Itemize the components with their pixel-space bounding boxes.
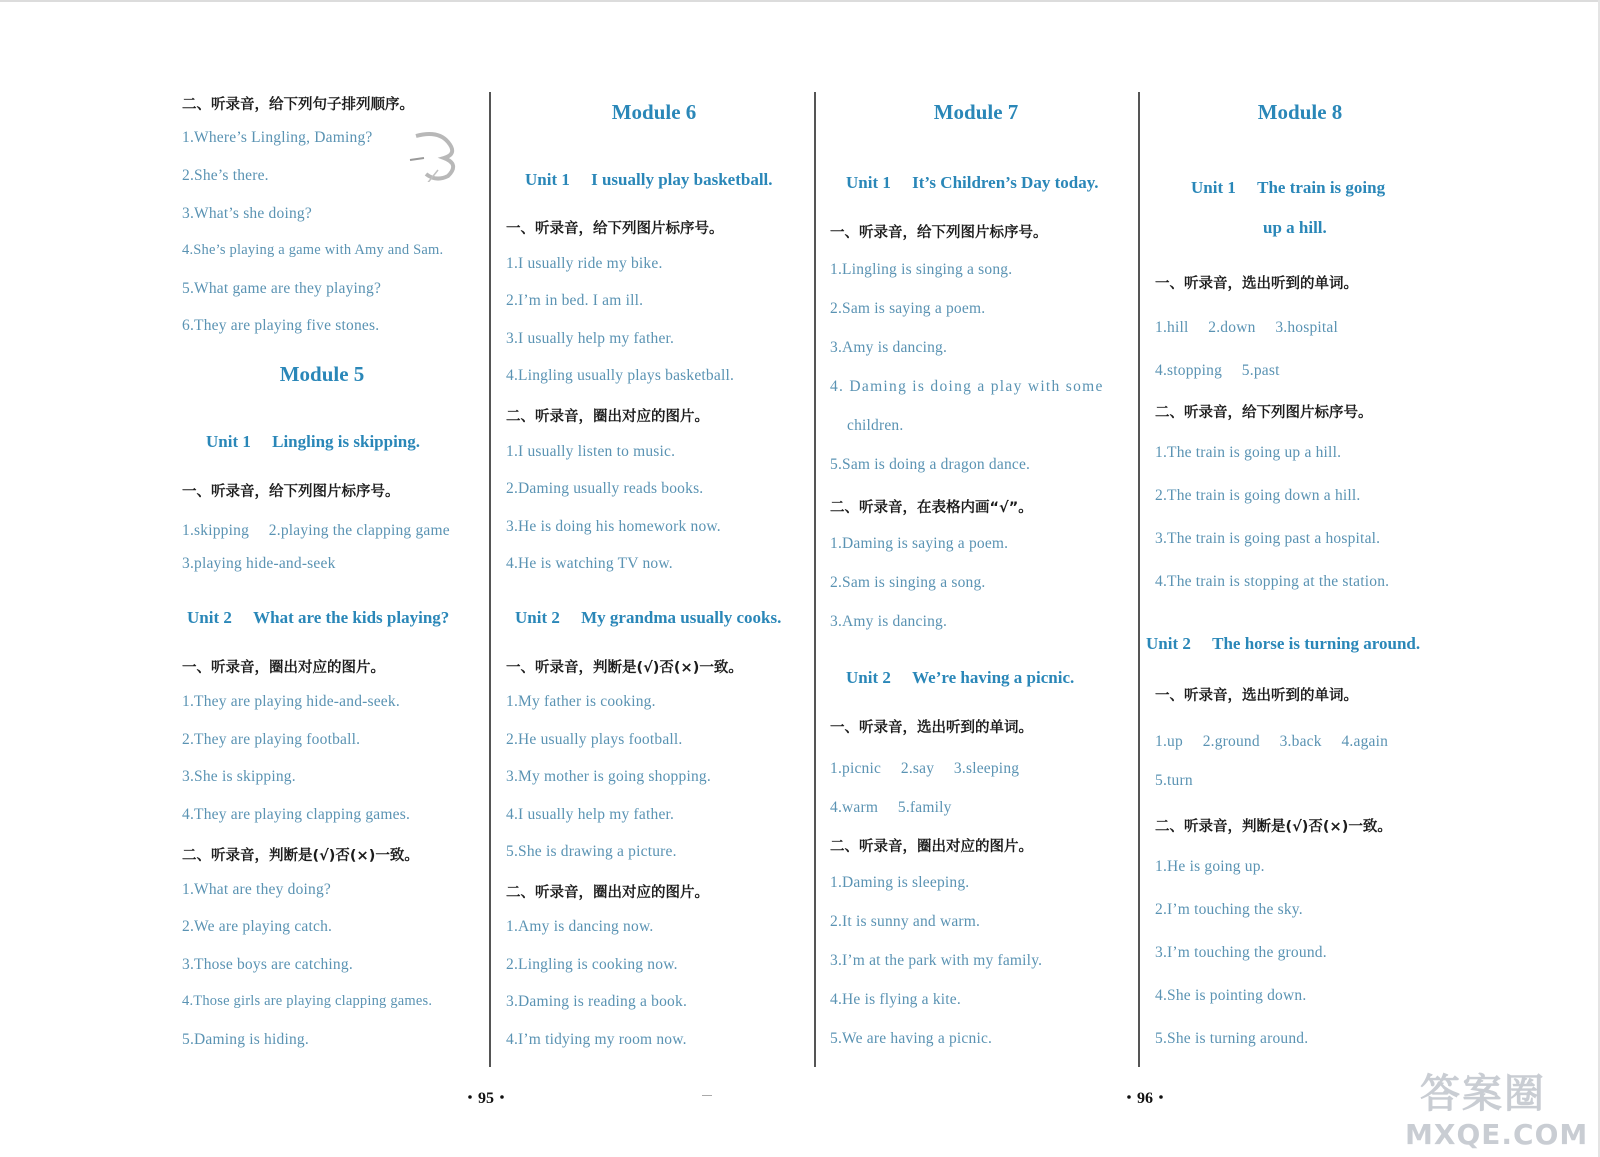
list-item: 1.Daming is saying a poem.: [830, 535, 1009, 552]
list-item: 4.She is pointing down.: [1155, 987, 1307, 1004]
list-item: 1.I usually ride my bike.: [506, 255, 663, 272]
list-item: 2.I’m touching the sky.: [1155, 901, 1303, 918]
unit-title: Unit 1 I usually play basketball.: [525, 170, 773, 189]
list-item: 2.Lingling is cooking now.: [506, 956, 678, 973]
list-item: 1.They are playing hide-and-seek.: [182, 693, 400, 710]
list-item: 4.I’m tidying my room now.: [506, 1031, 687, 1048]
module-title: Module 5: [279, 362, 365, 386]
stamp-mark-icon: [408, 128, 466, 182]
list-item: 2.She’s there.: [182, 167, 269, 184]
list-item: 3.What’s she doing?: [182, 205, 312, 222]
list-item: 4.Those girls are playing clapping games.: [182, 993, 433, 1009]
section-heading: 一、听录音，给下列图片标序号。: [506, 221, 724, 237]
top-edge-line: [0, 0, 1600, 2]
section-heading: 一、听录音，选出听到的单词。: [1155, 276, 1358, 292]
list-item: 3.She is skipping.: [182, 768, 296, 785]
unit-title: Unit 2 We’re having a picnic.: [846, 668, 1075, 687]
list-item: 4.She’s playing a game with Amy and Sam.: [182, 242, 444, 258]
list-item: 4.He is watching TV now.: [506, 555, 673, 572]
list-item: 1.I usually listen to music.: [506, 443, 676, 460]
footer-dash: [702, 1095, 712, 1096]
list-item: 3.He is doing his homework now.: [506, 518, 721, 535]
unit-title: Unit 2 The horse is turning around.: [1146, 634, 1421, 653]
list-item: 5.We are having a picnic.: [830, 1030, 993, 1047]
list-item: 5.What game are they playing?: [182, 280, 382, 297]
list-item: 2.Sam is saying a poem.: [830, 300, 986, 317]
list-item: 3.Daming is reading a book.: [506, 993, 688, 1010]
list-item: 1.Lingling is singing a song.: [830, 261, 1013, 278]
unit-title: Unit 1 It’s Children’s Day today.: [846, 173, 1099, 192]
unit-title: Unit 1 Lingling is skipping.: [206, 432, 421, 451]
watermark-bottom: MXQE.COM: [1405, 1118, 1589, 1151]
list-item: 1.Where’s Lingling, Daming?: [182, 129, 373, 146]
list-item: 3.Amy is dancing.: [830, 613, 948, 630]
section-heading: 一、听录音，选出听到的单词。: [830, 720, 1033, 736]
section-heading: 一、听录音，给下列图片标序号。: [182, 484, 400, 500]
list-item: 2.Daming usually reads books.: [506, 480, 704, 497]
section-heading: 二、听录音，给下列句子排列顺序。: [182, 97, 414, 113]
list-item: 3.Amy is dancing.: [830, 339, 948, 356]
section-heading: 二、听录音，判断是(√)否(×)一致。: [182, 848, 419, 864]
list-item: 2.It is sunny and warm.: [830, 913, 981, 930]
list-item: 4.I usually help my father.: [506, 806, 675, 823]
module-title: Module 8: [1257, 100, 1343, 124]
list-item: 2.The train is going down a hill.: [1155, 487, 1361, 504]
list-item: 1.hill 2.down 3.hospital: [1155, 319, 1339, 336]
unit-title: Unit 1 The train is going: [1191, 178, 1386, 197]
watermark-top: 答案圈: [1420, 1071, 1546, 1117]
section-heading: 二、听录音，圈出对应的图片。: [506, 409, 709, 425]
page-number-right: ・96・: [1121, 1090, 1170, 1107]
unit-title-continued: up a hill.: [1263, 218, 1327, 237]
list-item: 1.My father is cooking.: [506, 693, 656, 710]
list-item: 2.We are playing catch.: [182, 918, 333, 935]
list-item: 5.She is turning around.: [1155, 1030, 1309, 1047]
list-item: 2.I’m in bed. I am ill.: [506, 292, 644, 309]
unit-title: Unit 2 What are the kids playing?: [187, 608, 450, 627]
list-item: 3.playing hide-and-seek: [182, 555, 336, 572]
list-item: 5.turn: [1155, 772, 1193, 789]
section-heading: 二、听录音，在表格内画“√”。: [830, 500, 1033, 516]
list-item: 1.What are they doing?: [182, 881, 332, 898]
column-divider-1: [489, 92, 491, 1067]
section-heading: 一、听录音，圈出对应的图片。: [182, 660, 385, 676]
section-heading: 二、听录音，给下列图片标序号。: [1155, 405, 1373, 421]
list-item: 4.They are playing clapping games.: [182, 806, 411, 823]
list-item: 4.stopping 5.past: [1155, 362, 1280, 379]
list-item: 1.skipping 2.playing the clapping game: [182, 522, 450, 539]
section-heading: 二、听录音，圈出对应的图片。: [830, 839, 1033, 855]
list-item: 2.They are playing football.: [182, 731, 361, 748]
list-item: 5.She is drawing a picture.: [506, 843, 677, 860]
list-item: 4.Lingling usually plays basketball.: [506, 367, 735, 384]
list-item: 1.Amy is dancing now.: [506, 918, 654, 935]
list-item: 3.I’m at the park with my family.: [830, 952, 1043, 969]
list-item: 5.Daming is hiding.: [182, 1031, 309, 1048]
list-item: 6.They are playing five stones.: [182, 317, 380, 334]
list-item: 2.Sam is singing a song.: [830, 574, 986, 591]
list-item: 3.I usually help my father.: [506, 330, 675, 347]
list-item: 1.Daming is sleeping.: [830, 874, 970, 891]
section-heading: 一、听录音，选出听到的单词。: [1155, 688, 1358, 704]
list-item: 3.The train is going past a hospital.: [1155, 530, 1381, 547]
section-heading: 二、听录音，圈出对应的图片。: [506, 885, 709, 901]
list-item: 1.up 2.ground 3.back 4.again: [1155, 733, 1389, 750]
module-title: Module 7: [933, 100, 1019, 124]
section-heading: 二、听录音，判断是(√)否(×)一致。: [1155, 819, 1392, 835]
section-heading: 一、听录音，判断是(√)否(×)一致。: [506, 660, 743, 676]
list-item: 5.Sam is doing a dragon dance.: [830, 456, 1031, 473]
list-item: 3.Those boys are catching.: [182, 956, 353, 973]
list-item: 1.The train is going up a hill.: [1155, 444, 1342, 461]
column-divider-2: [814, 92, 816, 1067]
list-item: 3.I’m touching the ground.: [1155, 944, 1327, 961]
module-title: Module 6: [611, 100, 697, 124]
section-heading: 一、听录音，给下列图片标序号。: [830, 225, 1048, 241]
list-item: 2.He usually plays football.: [506, 731, 683, 748]
list-item: 4.He is flying a kite.: [830, 991, 961, 1008]
list-item: 1.picnic 2.say 3.sleeping: [830, 760, 1020, 777]
list-item: children.: [847, 417, 904, 434]
unit-title: Unit 2 My grandma usually cooks.: [515, 608, 782, 627]
list-item: 4. Daming is doing a play with some: [830, 378, 1104, 395]
list-item: 4.warm 5.family: [830, 799, 952, 816]
list-item: 3.My mother is going shopping.: [506, 768, 711, 785]
column-divider-3: [1138, 92, 1140, 1067]
list-item: 4.The train is stopping at the station.: [1155, 573, 1390, 590]
list-item: 1.He is going up.: [1155, 858, 1265, 875]
page-number-left: ・95・: [462, 1090, 511, 1107]
